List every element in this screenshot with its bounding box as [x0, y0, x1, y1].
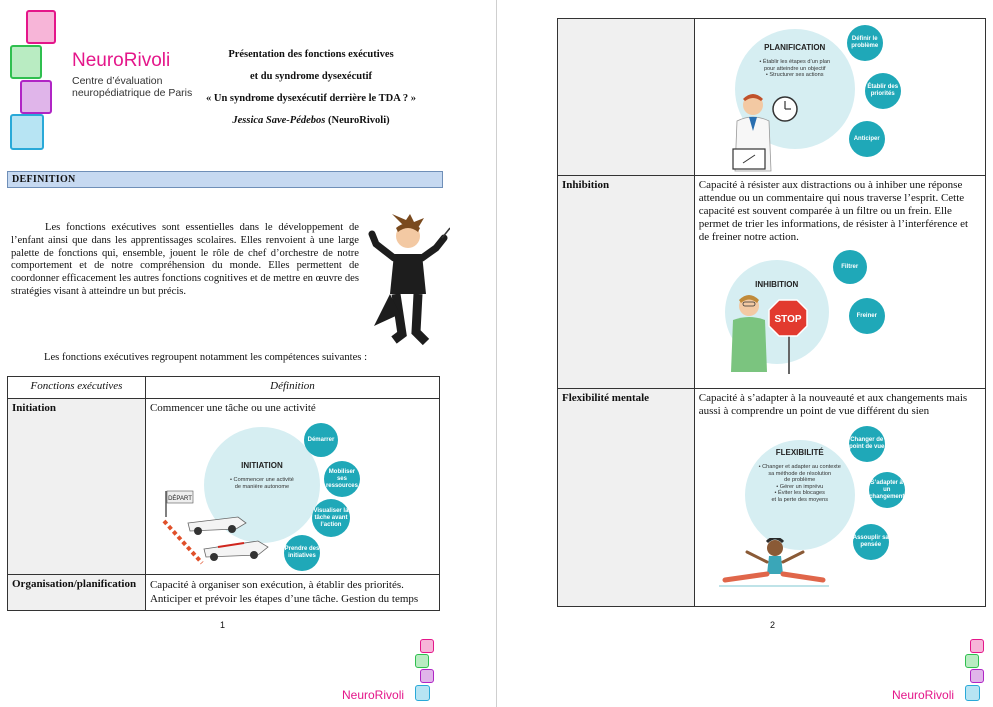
functions-table-p1 — [7, 376, 440, 611]
def-initiation-text: Commencer une tâche ou une activité — [149, 402, 316, 414]
footer-block-pink — [420, 639, 434, 653]
def-inhibition-text: Capacité à résister aux distractions ou à inhiber une réponse attendue ou un commentaire qui nous traverse l’esprit. Cette capacité est souvent comparée à un filtre ou un frein. Elle permet de trier les informations, de résister à l’interférence et de freiner notre action. — [698, 179, 969, 243]
bubble-freiner: Freiner — [849, 298, 885, 334]
planification-title: PLANIFICATION — [764, 43, 826, 52]
definition-paragraph: Les fonctions exécutives sont essentielles dans le développement de l’enfant ainsi que dans les apprentissages scolaires. Elles renvoient à une large palette de fonctions qui, ensemble, jouent le rôle de chef d’orchestre de notre comportement et de notre compréhension du monde. Elles permettent de coordonner efficacement les autres fonctions cognitives et de mettre en œuvre des stratégies visant à atteindre un but précis. — [11, 222, 359, 297]
doc-title — [185, 44, 437, 132]
functions-table-p2 — [557, 18, 986, 607]
term-planification: Organisation/planification — [8, 575, 146, 611]
planification-art — [695, 19, 985, 174]
table-row-initiation — [8, 399, 440, 575]
start-flag-text: DÉPART — [168, 496, 192, 502]
bubble-sadapter: S’adapter à un changement — [869, 472, 905, 508]
table-row-planification-img — [558, 19, 986, 176]
table-row-planification — [8, 575, 440, 611]
footer2-block-blue — [965, 685, 980, 701]
footer2-block-green — [965, 654, 979, 668]
affiliation: (NeuroRivoli) — [328, 115, 390, 126]
def-flexibilite-text: Capacité à s’adapter à la nouveauté et aux changements mais aussi à comprendre un point de vue différent du sien — [698, 392, 968, 417]
logo-block-blue — [10, 114, 44, 150]
bubble-point-de-vue: Changer de point de vue — [849, 426, 885, 462]
logo-block-green — [10, 45, 42, 79]
table-header-row — [8, 377, 440, 399]
gymnast-icon — [719, 538, 829, 594]
bubble-definir: Définir le problème — [847, 25, 883, 61]
bubble-assouplir: Assouplir sa pensée — [853, 524, 889, 560]
flexibilite-bullets — [745, 464, 855, 504]
initiation-bullet-1: • Commencer une activité — [230, 477, 294, 483]
table-row-inhibition — [558, 176, 986, 389]
def-flexibilite — [694, 389, 985, 607]
footer-block-green — [415, 654, 429, 668]
bubble-priorites: Établir des priorités — [865, 73, 901, 109]
bubble-demarrer: Démarrer — [304, 423, 338, 457]
plan-bullet-1: • Établir les étapes d’un plan — [759, 59, 831, 65]
author-line — [185, 110, 437, 132]
inhibition-title: INHIBITION — [755, 280, 799, 289]
bubble-mobiliser: Mobiliser ses ressources — [324, 461, 360, 497]
stop-text: STOP — [774, 314, 802, 325]
conductor-illustration — [366, 214, 450, 348]
author: Jessica Save-Pédebos — [232, 115, 326, 126]
page-number-2: 2 — [770, 620, 776, 630]
footer2-block-pink — [970, 639, 984, 653]
plan-bullet-3: • Structurer ses actions — [765, 72, 824, 79]
initiation-illustration — [146, 399, 439, 573]
bubble-visualiser: Visualiser la tâche avant l’action — [312, 499, 350, 537]
flexibilite-title: FLEXIBILITÉ — [775, 448, 824, 457]
brand-name: NeuroRivoli — [72, 50, 171, 71]
flex-bullet-2: sa méthode de résolution — [768, 470, 832, 477]
flex-bullet-5: • Éviter les blocages — [774, 490, 825, 497]
brand-sub1: Centre d’évaluation — [72, 75, 163, 87]
def-inhibition — [694, 176, 985, 389]
bubble-initiatives: Prendre des initiatives — [284, 535, 320, 571]
flex-bullet-3: de problème — [784, 477, 816, 484]
page-divider — [496, 0, 497, 707]
footer-brand-p1: NeuroRivoli — [342, 688, 405, 702]
footer-block-blue — [415, 685, 430, 701]
initiation-bullet-2: de manière autonome — [234, 483, 290, 490]
brand-sub2: neuropédiatrique de Paris — [72, 87, 193, 99]
def-initiation — [145, 399, 439, 575]
stop-sign-icon — [727, 292, 817, 376]
col-header-definition: Définition — [145, 377, 439, 399]
bubble-anticiper: Anticiper — [849, 121, 885, 157]
inhibition-art — [699, 244, 981, 376]
logo-block-pink — [26, 10, 56, 44]
race-cars-icon — [158, 477, 278, 567]
title-line2: et du syndrome dysexécutif — [249, 71, 372, 82]
flex-bullet-1: • Changer et adapter au contexte — [758, 464, 841, 470]
title-line1: Présentation des fonctions exécutives — [228, 49, 394, 60]
bubble-filtrer: Filtrer — [833, 250, 867, 284]
term-flexibilite: Flexibilité mentale — [558, 389, 695, 607]
flex-bullet-4: • Gérer un imprévu — [776, 483, 824, 490]
footer-block-purple — [420, 669, 434, 683]
planification-illustration — [694, 19, 985, 176]
plan-bullet-2: pour atteindre un objectif — [763, 65, 826, 72]
flex-bullet-6: et la perte des moyens — [771, 496, 829, 503]
logo-block-purple — [20, 80, 52, 114]
def-planification: Capacité à organiser son exécution, à établir des priorités. Anticiper et prévoir les étapes d’une tâche. Gestion du temps — [145, 575, 439, 611]
title-line3: « Un syndrome dysexécutif derrière le TDA ? » — [206, 93, 416, 104]
doctor-clock-icon — [727, 87, 807, 173]
definition-heading: DEFINITION — [7, 171, 443, 188]
term-planification-cont — [558, 19, 695, 176]
flexibilite-art — [699, 418, 981, 602]
table-row-flexibilite — [558, 389, 986, 607]
col-header-functions: Fonctions exécutives — [8, 377, 146, 399]
footer-brand-p2: NeuroRivoli — [892, 688, 955, 702]
intro-line: Les fonctions exécutives regroupent notamment les compétences suivantes : — [44, 352, 368, 363]
planification-bullets — [739, 59, 851, 79]
page-number-1: 1 — [220, 620, 226, 630]
term-inhibition: Inhibition — [558, 176, 695, 389]
initiation-title: INITIATION — [241, 461, 283, 470]
footer2-block-purple — [970, 669, 984, 683]
term-initiation: Initiation — [8, 399, 146, 575]
